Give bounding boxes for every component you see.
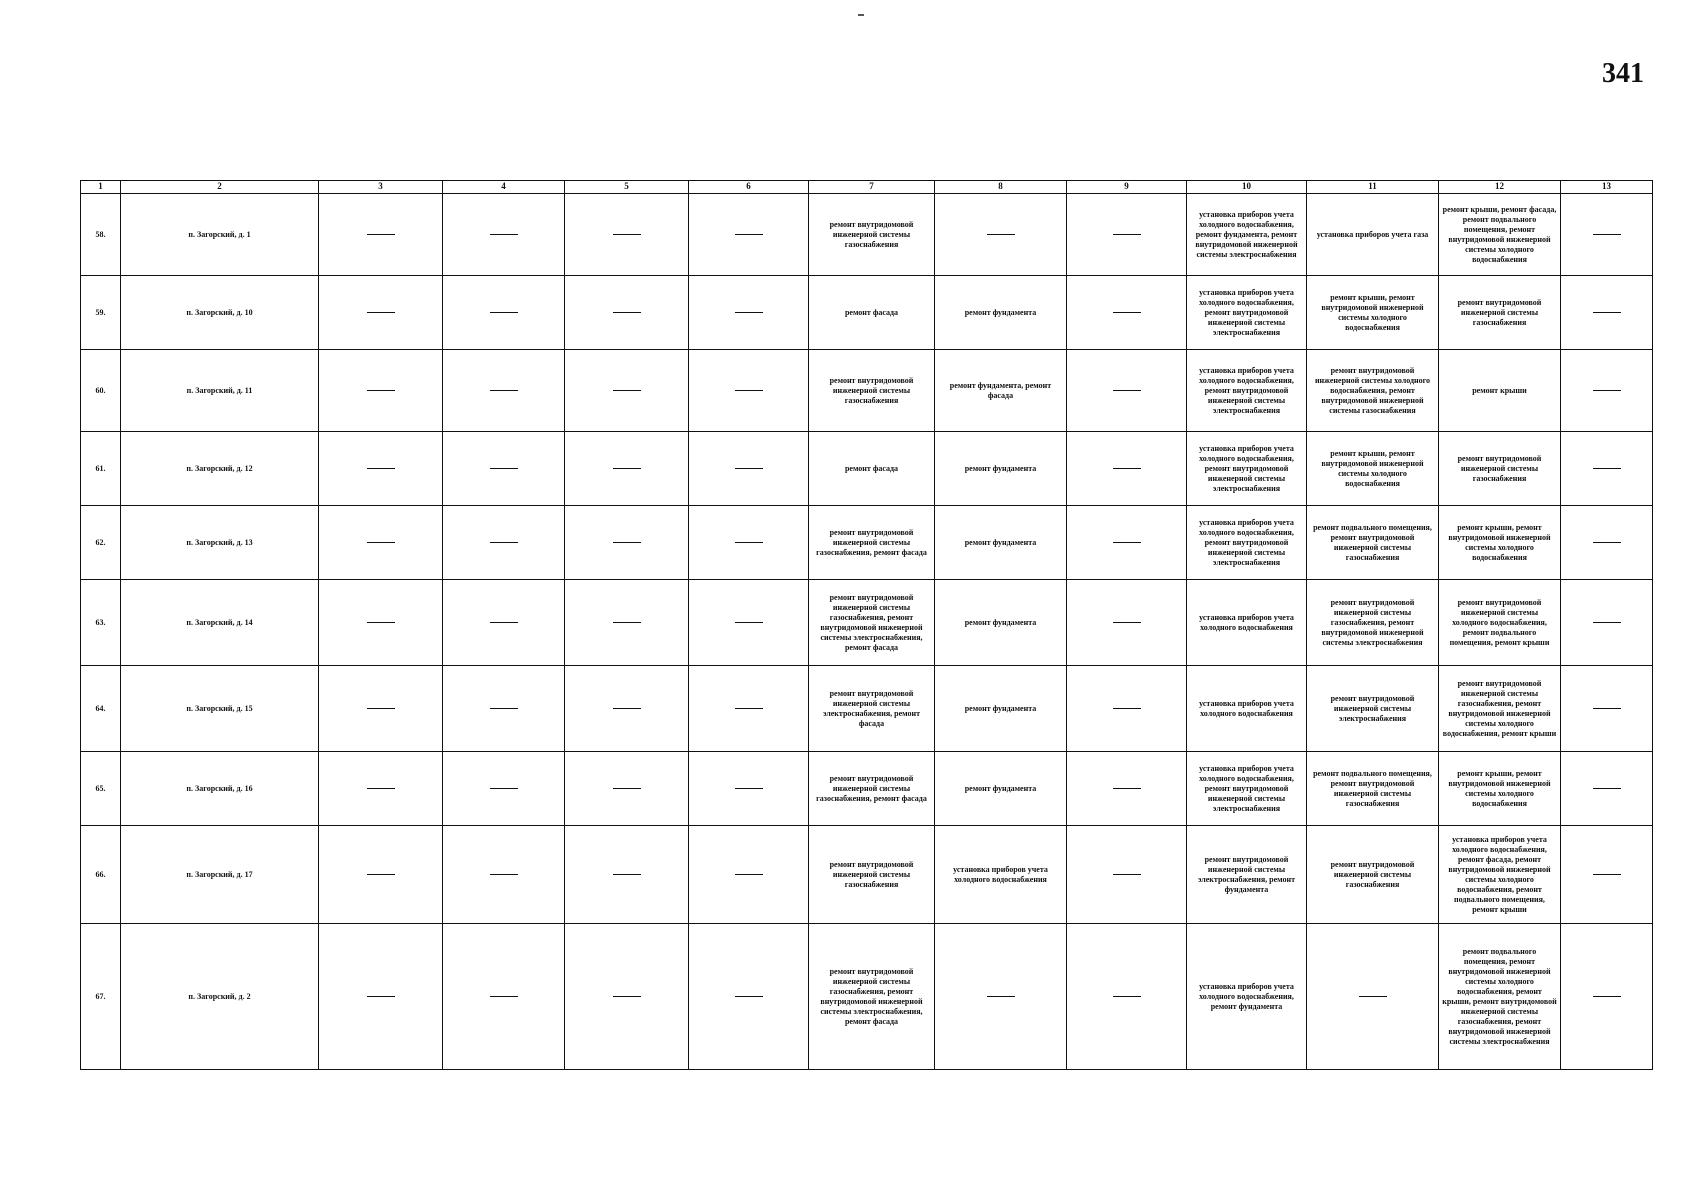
dash-mark bbox=[367, 788, 395, 789]
empty-cell bbox=[1067, 350, 1187, 432]
row-number: 58. bbox=[81, 194, 121, 276]
dash-mark bbox=[1113, 468, 1141, 469]
table-body bbox=[81, 194, 1653, 1070]
work-type-cell: ремонт подвального помещения, ремонт внутридомовой инженерной системы газоснабжения bbox=[1307, 752, 1439, 826]
dash-mark bbox=[1113, 874, 1141, 875]
work-type-cell: ремонт внутридомовой инженерной системы газоснабжения bbox=[1307, 826, 1439, 924]
address-cell: п. Загорский, д. 16 bbox=[121, 752, 319, 826]
work-type-cell: установка приборов учета холодного водоснабжения, ремонт внутридомовой инженерной системы электроснабжения bbox=[1187, 276, 1307, 350]
dash-mark bbox=[613, 708, 641, 709]
row-number: 60. bbox=[81, 350, 121, 432]
column-number-header: 3 bbox=[319, 181, 443, 194]
row-number: 59. bbox=[81, 276, 121, 350]
work-type-cell: установка приборов учета холодного водоснабжения bbox=[1187, 666, 1307, 752]
work-type-cell: ремонт фундамента bbox=[935, 432, 1067, 506]
empty-cell bbox=[689, 924, 809, 1070]
empty-cell bbox=[1307, 924, 1439, 1070]
scan-mark bbox=[858, 14, 864, 16]
dash-mark bbox=[1113, 996, 1141, 997]
empty-cell bbox=[443, 350, 565, 432]
dash-mark bbox=[1113, 708, 1141, 709]
dash-mark bbox=[490, 874, 518, 875]
dash-mark bbox=[1113, 622, 1141, 623]
dash-mark bbox=[490, 234, 518, 235]
work-type-cell: ремонт внутридомовой инженерной системы газоснабжения, ремонт фасада bbox=[809, 752, 935, 826]
empty-cell bbox=[1561, 924, 1653, 1070]
work-type-cell: ремонт фундамента bbox=[935, 752, 1067, 826]
dash-mark bbox=[735, 874, 763, 875]
work-type-cell: установка приборов учета холодного водоснабжения bbox=[1187, 580, 1307, 666]
dash-mark bbox=[1113, 542, 1141, 543]
work-type-cell: ремонт внутридомовой инженерной системы холодного водоснабжения, ремонт внутридомовой инженерной системы газоснабжения bbox=[1307, 350, 1439, 432]
dash-mark bbox=[367, 622, 395, 623]
column-number-header: 12 bbox=[1439, 181, 1561, 194]
dash-mark bbox=[1113, 312, 1141, 313]
dash-mark bbox=[613, 542, 641, 543]
address-cell: п. Загорский, д. 10 bbox=[121, 276, 319, 350]
dash-mark bbox=[613, 622, 641, 623]
dash-mark bbox=[1593, 708, 1621, 709]
work-type-cell: ремонт фундамента bbox=[935, 666, 1067, 752]
column-number-header: 2 bbox=[121, 181, 319, 194]
column-number-header: 4 bbox=[443, 181, 565, 194]
table-row bbox=[81, 666, 1653, 752]
empty-cell bbox=[443, 924, 565, 1070]
empty-cell bbox=[443, 752, 565, 826]
row-number: 67. bbox=[81, 924, 121, 1070]
dash-mark bbox=[735, 622, 763, 623]
empty-cell bbox=[319, 826, 443, 924]
empty-cell bbox=[1561, 666, 1653, 752]
dash-mark bbox=[490, 468, 518, 469]
dash-mark bbox=[735, 312, 763, 313]
dash-mark bbox=[735, 996, 763, 997]
column-number-header: 8 bbox=[935, 181, 1067, 194]
empty-cell bbox=[319, 276, 443, 350]
empty-cell bbox=[1067, 826, 1187, 924]
row-number: 63. bbox=[81, 580, 121, 666]
dash-mark bbox=[490, 996, 518, 997]
column-number-header: 6 bbox=[689, 181, 809, 194]
empty-cell bbox=[443, 580, 565, 666]
row-number: 61. bbox=[81, 432, 121, 506]
empty-cell bbox=[935, 194, 1067, 276]
empty-cell bbox=[319, 194, 443, 276]
work-type-cell: ремонт подвального помещения, ремонт внутридомовой инженерной системы газоснабжения bbox=[1307, 506, 1439, 580]
work-type-cell: ремонт подвального помещения, ремонт внутридомовой инженерной системы холодного водоснабжения, ремонт крыши, ремонт внутридомовой инженерной системы газоснабжения, ремонт внутридомовой инженерной системы электроснабжения bbox=[1439, 924, 1561, 1070]
dash-mark bbox=[367, 542, 395, 543]
work-type-cell: ремонт фасада bbox=[809, 276, 935, 350]
work-type-cell: ремонт фундамента bbox=[935, 580, 1067, 666]
empty-cell bbox=[319, 350, 443, 432]
dash-mark bbox=[613, 996, 641, 997]
table-row bbox=[81, 276, 1653, 350]
column-number-header: 13 bbox=[1561, 181, 1653, 194]
work-type-cell: ремонт внутридомовой инженерной системы газоснабжения, ремонт фасада bbox=[809, 506, 935, 580]
work-type-cell: ремонт внутридомовой инженерной системы газоснабжения bbox=[1439, 432, 1561, 506]
work-type-cell: ремонт внутридомовой инженерной системы газоснабжения bbox=[809, 350, 935, 432]
dash-mark bbox=[735, 708, 763, 709]
dash-mark bbox=[1593, 622, 1621, 623]
empty-cell bbox=[1561, 350, 1653, 432]
dash-mark bbox=[735, 542, 763, 543]
work-type-cell: установка приборов учета холодного водоснабжения, ремонт внутридомовой инженерной системы электроснабжения bbox=[1187, 350, 1307, 432]
dash-mark bbox=[735, 788, 763, 789]
empty-cell bbox=[689, 194, 809, 276]
empty-cell bbox=[1067, 506, 1187, 580]
work-type-cell: ремонт внутридомовой инженерной системы газоснабжения, ремонт внутридомовой инженерной системы электроснабжения, ремонт фасада bbox=[809, 924, 935, 1070]
work-type-cell: установка приборов учета холодного водоснабжения, ремонт внутридомовой инженерной системы электроснабжения bbox=[1187, 506, 1307, 580]
dash-mark bbox=[1593, 542, 1621, 543]
work-type-cell: ремонт внутридомовой инженерной системы электроснабжения bbox=[1307, 666, 1439, 752]
work-type-cell: установка приборов учета холодного водоснабжения, ремонт фундамента bbox=[1187, 924, 1307, 1070]
work-type-cell: ремонт фундамента bbox=[935, 506, 1067, 580]
address-cell: п. Загорский, д. 2 bbox=[121, 924, 319, 1070]
empty-cell bbox=[1561, 194, 1653, 276]
address-cell: п. Загорский, д. 11 bbox=[121, 350, 319, 432]
empty-cell bbox=[689, 580, 809, 666]
schedule-sheet bbox=[80, 180, 1652, 1070]
dash-mark bbox=[490, 708, 518, 709]
dash-mark bbox=[1113, 234, 1141, 235]
empty-cell bbox=[1561, 580, 1653, 666]
dash-mark bbox=[490, 312, 518, 313]
page-number: 341 bbox=[1602, 58, 1644, 89]
row-number: 62. bbox=[81, 506, 121, 580]
column-number-header: 7 bbox=[809, 181, 935, 194]
work-type-cell: установка приборов учета холодного водоснабжения, ремонт фасада, ремонт внутридомовой инженерной системы холодного водоснабжения, ремонт подвального помещения, ремонт крыши bbox=[1439, 826, 1561, 924]
address-cell: п. Загорский, д. 12 bbox=[121, 432, 319, 506]
empty-cell bbox=[443, 826, 565, 924]
dash-mark bbox=[987, 996, 1015, 997]
dash-mark bbox=[1113, 390, 1141, 391]
work-type-cell: ремонт крыши, ремонт внутридомовой инженерной системы холодного водоснабжения bbox=[1307, 276, 1439, 350]
dash-mark bbox=[367, 874, 395, 875]
address-cell: п. Загорский, д. 15 bbox=[121, 666, 319, 752]
work-type-cell: ремонт фасада bbox=[809, 432, 935, 506]
empty-cell bbox=[319, 580, 443, 666]
work-type-cell: ремонт фундамента, ремонт фасада bbox=[935, 350, 1067, 432]
empty-cell bbox=[1067, 276, 1187, 350]
work-type-cell: установка приборов учета газа bbox=[1307, 194, 1439, 276]
work-type-cell: ремонт внутридомовой инженерной системы электроснабжения, ремонт фундамента bbox=[1187, 826, 1307, 924]
column-number-header: 9 bbox=[1067, 181, 1187, 194]
empty-cell bbox=[443, 194, 565, 276]
row-number: 64. bbox=[81, 666, 121, 752]
empty-cell bbox=[319, 506, 443, 580]
dash-mark bbox=[1359, 996, 1387, 997]
empty-cell bbox=[1067, 666, 1187, 752]
table-row bbox=[81, 924, 1653, 1070]
empty-cell bbox=[1067, 194, 1187, 276]
address-cell: п. Загорский, д. 13 bbox=[121, 506, 319, 580]
work-type-cell: установка приборов учета холодного водоснабжения, ремонт внутридомовой инженерной системы электроснабжения bbox=[1187, 432, 1307, 506]
empty-cell bbox=[565, 580, 689, 666]
empty-cell bbox=[319, 666, 443, 752]
dash-mark bbox=[490, 788, 518, 789]
dash-mark bbox=[1593, 312, 1621, 313]
work-type-cell: ремонт внутридомовой инженерной системы газоснабжения, ремонт внутридомовой инженерной системы электроснабжения bbox=[1307, 580, 1439, 666]
empty-cell bbox=[565, 826, 689, 924]
dash-mark bbox=[1593, 788, 1621, 789]
work-type-cell: ремонт внутридомовой инженерной системы газоснабжения bbox=[1439, 276, 1561, 350]
dash-mark bbox=[613, 468, 641, 469]
empty-cell bbox=[689, 276, 809, 350]
column-number-row bbox=[81, 181, 1653, 194]
column-number-header: 11 bbox=[1307, 181, 1439, 194]
dash-mark bbox=[1593, 468, 1621, 469]
empty-cell bbox=[443, 506, 565, 580]
table-row bbox=[81, 506, 1653, 580]
column-number-header: 10 bbox=[1187, 181, 1307, 194]
work-type-cell: ремонт крыши bbox=[1439, 350, 1561, 432]
schedule-table bbox=[80, 180, 1653, 1070]
empty-cell bbox=[1067, 924, 1187, 1070]
empty-cell bbox=[1067, 432, 1187, 506]
dash-mark bbox=[613, 312, 641, 313]
work-type-cell: установка приборов учета холодного водоснабжения bbox=[935, 826, 1067, 924]
empty-cell bbox=[689, 752, 809, 826]
table-row bbox=[81, 194, 1653, 276]
empty-cell bbox=[443, 666, 565, 752]
table-row bbox=[81, 580, 1653, 666]
work-type-cell: ремонт внутридомовой инженерной системы газоснабжения bbox=[809, 194, 935, 276]
dash-mark bbox=[613, 788, 641, 789]
dash-mark bbox=[987, 234, 1015, 235]
empty-cell bbox=[565, 350, 689, 432]
empty-cell bbox=[319, 752, 443, 826]
table-row bbox=[81, 350, 1653, 432]
empty-cell bbox=[689, 666, 809, 752]
address-cell: п. Загорский, д. 14 bbox=[121, 580, 319, 666]
empty-cell bbox=[565, 276, 689, 350]
row-number: 65. bbox=[81, 752, 121, 826]
dash-mark bbox=[735, 468, 763, 469]
work-type-cell: ремонт внутридомовой инженерной системы газоснабжения bbox=[809, 826, 935, 924]
dash-mark bbox=[613, 234, 641, 235]
empty-cell bbox=[689, 432, 809, 506]
address-cell: п. Загорский, д. 17 bbox=[121, 826, 319, 924]
address-cell: п. Загорский, д. 1 bbox=[121, 194, 319, 276]
empty-cell bbox=[1561, 506, 1653, 580]
work-type-cell: ремонт крыши, ремонт внутридомовой инженерной системы холодного водоснабжения bbox=[1439, 506, 1561, 580]
dash-mark bbox=[735, 234, 763, 235]
dash-mark bbox=[613, 874, 641, 875]
empty-cell bbox=[1067, 580, 1187, 666]
dash-mark bbox=[1593, 390, 1621, 391]
column-number-header: 5 bbox=[565, 181, 689, 194]
empty-cell bbox=[565, 752, 689, 826]
work-type-cell: ремонт фундамента bbox=[935, 276, 1067, 350]
work-type-cell: ремонт внутридомовой инженерной системы газоснабжения, ремонт внутридомовой инженерной системы холодного водоснабжения, ремонт крыши bbox=[1439, 666, 1561, 752]
empty-cell bbox=[1561, 752, 1653, 826]
empty-cell bbox=[443, 276, 565, 350]
empty-cell bbox=[1561, 826, 1653, 924]
work-type-cell: ремонт внутридомовой инженерной системы холодного водоснабжения, ремонт подвального помещения, ремонт крыши bbox=[1439, 580, 1561, 666]
dash-mark bbox=[367, 234, 395, 235]
dash-mark bbox=[1593, 874, 1621, 875]
work-type-cell: установка приборов учета холодного водоснабжения, ремонт фундамента, ремонт внутридомовой инженерной системы электроснабжения bbox=[1187, 194, 1307, 276]
dash-mark bbox=[490, 542, 518, 543]
empty-cell bbox=[565, 924, 689, 1070]
empty-cell bbox=[689, 826, 809, 924]
empty-cell bbox=[443, 432, 565, 506]
dash-mark bbox=[1113, 788, 1141, 789]
empty-cell bbox=[689, 350, 809, 432]
dash-mark bbox=[1593, 996, 1621, 997]
dash-mark bbox=[490, 622, 518, 623]
row-number: 66. bbox=[81, 826, 121, 924]
empty-cell bbox=[319, 924, 443, 1070]
empty-cell bbox=[319, 432, 443, 506]
empty-cell bbox=[565, 666, 689, 752]
empty-cell bbox=[565, 506, 689, 580]
dash-mark bbox=[735, 390, 763, 391]
empty-cell bbox=[1561, 276, 1653, 350]
dash-mark bbox=[367, 996, 395, 997]
dash-mark bbox=[367, 312, 395, 313]
empty-cell bbox=[1561, 432, 1653, 506]
empty-cell bbox=[1067, 752, 1187, 826]
work-type-cell: ремонт внутридомовой инженерной системы газоснабжения, ремонт внутридомовой инженерной системы электроснабжения, ремонт фасада bbox=[809, 580, 935, 666]
table-row bbox=[81, 752, 1653, 826]
dash-mark bbox=[367, 468, 395, 469]
dash-mark bbox=[367, 708, 395, 709]
work-type-cell: установка приборов учета холодного водоснабжения, ремонт внутридомовой инженерной системы электроснабжения bbox=[1187, 752, 1307, 826]
empty-cell bbox=[565, 432, 689, 506]
dash-mark bbox=[490, 390, 518, 391]
table-row bbox=[81, 432, 1653, 506]
dash-mark bbox=[367, 390, 395, 391]
table-row bbox=[81, 826, 1653, 924]
work-type-cell: ремонт крыши, ремонт внутридомовой инженерной системы холодного водоснабжения bbox=[1307, 432, 1439, 506]
empty-cell bbox=[689, 506, 809, 580]
dash-mark bbox=[1593, 234, 1621, 235]
work-type-cell: ремонт внутридомовой инженерной системы электроснабжения, ремонт фасада bbox=[809, 666, 935, 752]
work-type-cell: ремонт крыши, ремонт фасада, ремонт подвального помещения, ремонт внутридомовой инженерной системы холодного водоснабжения bbox=[1439, 194, 1561, 276]
empty-cell bbox=[935, 924, 1067, 1070]
empty-cell bbox=[565, 194, 689, 276]
work-type-cell: ремонт крыши, ремонт внутридомовой инженерной системы холодного водоснабжения bbox=[1439, 752, 1561, 826]
dash-mark bbox=[613, 390, 641, 391]
column-number-header: 1 bbox=[81, 181, 121, 194]
